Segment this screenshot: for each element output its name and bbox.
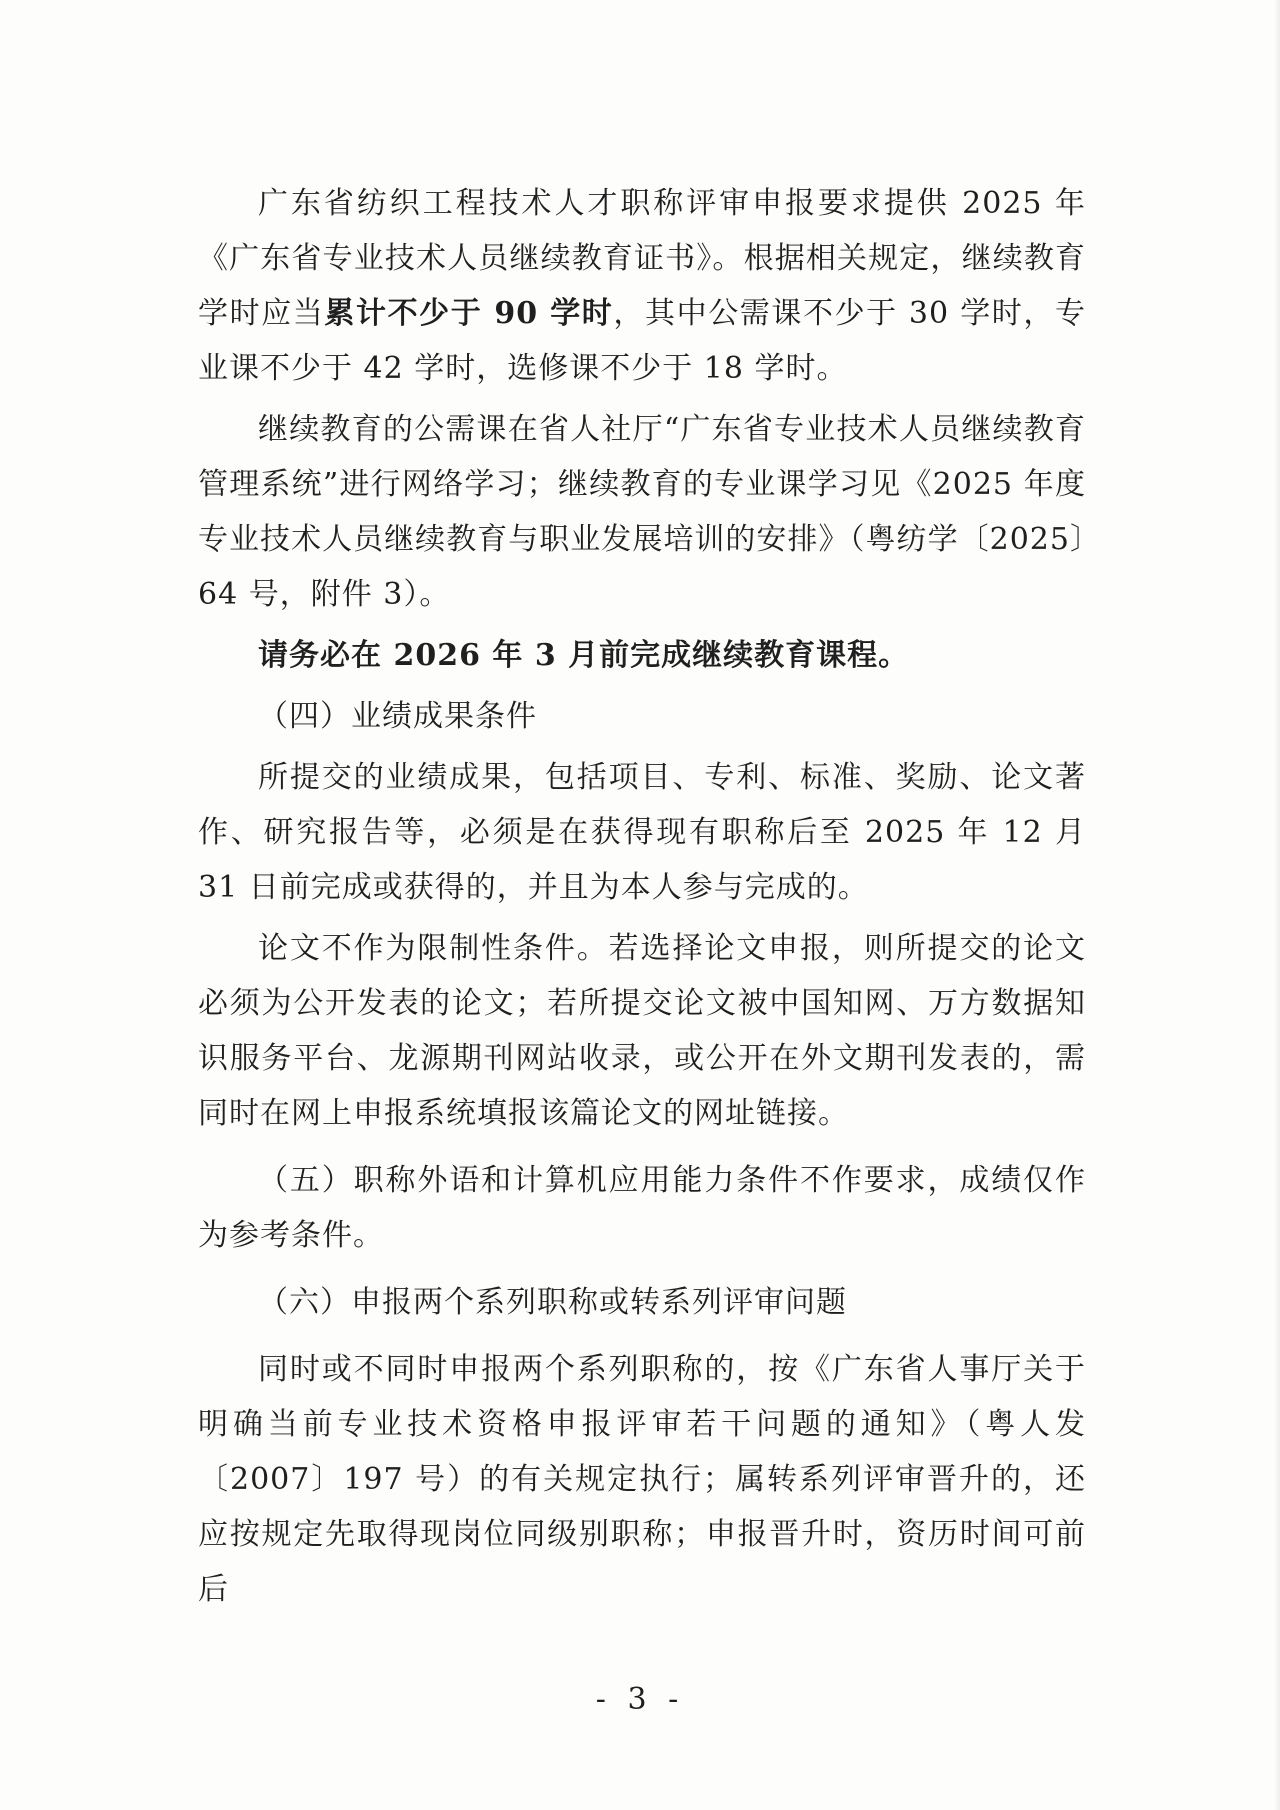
section-heading-six: （六）申报两个系列职称或转系列评审问题	[258, 1285, 847, 1320]
paragraph-text: 广东省纺织工程技术人才职称评审申报要求提供 2025 年《广东省专业技术人员继续教育证书》。根据相关规定，继续教育学时应当	[198, 186, 1086, 331]
bold-hours-requirement: 累计不少于 90 学时	[324, 296, 614, 331]
document-body	[198, 176, 1086, 1617]
page-number: - 3 -	[595, 1682, 685, 1717]
paragraph-two-series: 同时或不同时申报两个系列职称的，按《广东省人事厅关于明确当前专业技术资格申报评审若干问题的通知》（粤人发〔2007〕197 号）的有关规定执行；属转系列评审晋升的，还应按规定先取得现岗位同级别职称；申报晋升时，资历时间可前后	[198, 1352, 1086, 1607]
paragraph-papers: 论文不作为限制性条件。若选择论文申报，则所提交的论文必须为公开发表的论文；若所提交论文被中国知网、万方数据知识服务平台、龙源期刊网站收录，或公开在外文期刊发表的，需同时在网上申报系统填报该篇论文的网址链接。	[198, 931, 1086, 1131]
section-heading-four: （四）业绩成果条件	[258, 699, 537, 734]
section-heading-five: （五）职称外语和计算机应用能力条件不作要求，成绩仅作为参考条件。	[198, 1163, 1086, 1253]
page-edge-shadow	[1274, 0, 1280, 1810]
paragraph-continuing-education-requirement	[198, 176, 1086, 396]
paragraph-deadline-notice: 请务必在 2026 年 3 月前完成继续教育课程。	[258, 638, 910, 673]
paragraph-course-study: 继续教育的公需课在省人社厅“广东省专业技术人员继续教育管理系统”进行网络学习；继续教育的专业课学习见《2025 年度专业技术人员继续教育与职业发展培训的安排》（粤纺学〔2025〕64 号，附件 3）。	[198, 412, 1086, 612]
paragraph-text: ，其中公需课不少于 30 学时，专业课不少于 42 学时，选修课不少于 18 学时。	[198, 296, 1087, 386]
paragraph-achievements: 所提交的业绩成果，包括项目、专利、标准、奖励、论文著作、研究报告等，必须是在获得现有职称后至 2025 年 12 月 31 日前完成或获得的，并且为本人参与完成的。	[198, 760, 1086, 905]
